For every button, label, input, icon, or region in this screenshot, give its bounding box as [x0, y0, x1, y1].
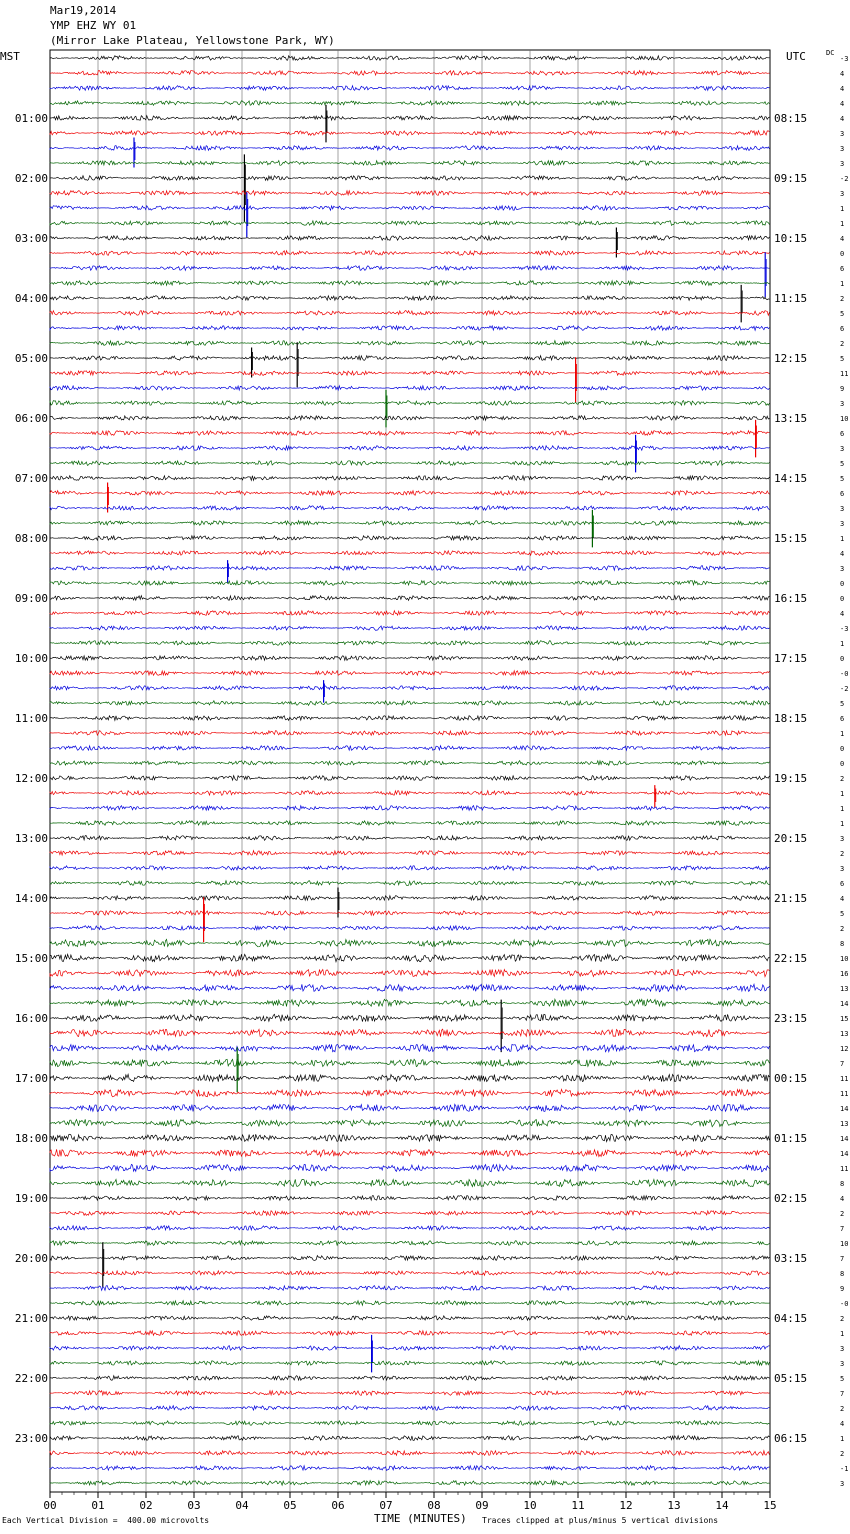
trace-row — [50, 266, 769, 271]
dc-offset-label: 4 — [840, 1420, 845, 1428]
trace-row — [50, 101, 769, 106]
utc-hour-label: 05:15 — [774, 1372, 808, 1385]
x-tick-label: 06 — [331, 1499, 345, 1512]
dc-offset-label: 1 — [840, 790, 845, 798]
mst-hour-label: 07:00 — [14, 472, 48, 485]
trace-row — [50, 686, 769, 691]
trace-row — [50, 791, 769, 796]
trace-row — [50, 176, 769, 181]
dc-offset-label: 13 — [840, 1120, 849, 1128]
dc-offset-label: 4 — [840, 115, 845, 123]
x-tick-label: 02 — [139, 1499, 153, 1512]
utc-hour-label: 14:15 — [774, 472, 808, 485]
dc-offset-label: 10 — [840, 1240, 849, 1248]
trace-row — [50, 911, 769, 916]
trace-row — [50, 776, 769, 781]
trace-row — [50, 641, 769, 646]
dc-offset-label: 5 — [840, 460, 845, 468]
dc-offset-label: 11 — [840, 370, 849, 378]
mst-hour-label: 13:00 — [14, 832, 48, 845]
trace-row — [50, 1119, 769, 1126]
mst-hour-label: 11:00 — [14, 712, 48, 725]
trace-row — [50, 1421, 769, 1426]
dc-offset-label: 11 — [840, 1090, 849, 1098]
x-tick-label: 11 — [571, 1499, 585, 1512]
dc-offset-label: 3 — [840, 1345, 845, 1353]
trace-row — [50, 206, 769, 211]
plot-frame — [50, 50, 770, 1492]
dc-offset-label: 1 — [840, 535, 845, 543]
trace-row — [50, 146, 769, 151]
mst-hour-label: 15:00 — [14, 952, 48, 965]
trace-row — [50, 746, 769, 751]
dc-offset-label: 1 — [840, 220, 845, 228]
trace-row — [50, 491, 769, 496]
dc-offset-label: 5 — [840, 1375, 845, 1383]
dc-offset-label: 1 — [840, 820, 845, 828]
trace-row — [50, 506, 769, 511]
utc-hour-label: 08:15 — [774, 112, 808, 125]
mst-hour-label: 21:00 — [14, 1312, 48, 1325]
dc-offset-label: 0 — [840, 655, 845, 663]
dc-offset-label: 3 — [840, 505, 845, 513]
mst-hour-label: 01:00 — [14, 112, 48, 125]
trace-row — [50, 701, 769, 706]
trace-row — [50, 86, 769, 91]
scale-note: Each Vertical Division = 400.00 microvolts — [2, 1516, 210, 1525]
dc-offset-label: -2 — [840, 175, 849, 183]
dc-offset-label: -3 — [840, 625, 849, 633]
dc-offset-label: 0 — [840, 595, 845, 603]
trace-row — [50, 581, 769, 586]
dc-offset-label: 6 — [840, 265, 845, 273]
dc-offset-label: 11 — [840, 1165, 849, 1173]
dc-offset-label: -3 — [840, 55, 849, 63]
utc-hour-label: 18:15 — [774, 712, 808, 725]
dc-offset-label: 7 — [840, 1225, 845, 1233]
dc-offset-label: 6 — [840, 880, 845, 888]
trace-row — [50, 656, 769, 661]
utc-hour-label: 20:15 — [774, 832, 808, 845]
dc-offset-label: 1 — [840, 1435, 845, 1443]
trace-row — [50, 1451, 769, 1456]
trace-row — [50, 416, 769, 421]
station-code: YMP EHZ WY 01 — [50, 19, 137, 32]
trace-row — [50, 1196, 769, 1201]
trace-row — [50, 566, 769, 571]
dc-offset-label: 3 — [840, 565, 845, 573]
trace-row — [50, 431, 769, 436]
dc-offset-label: 7 — [840, 1060, 845, 1068]
trace-row — [50, 611, 769, 616]
dc-offset-label: 1 — [840, 205, 845, 213]
trace-row — [50, 866, 769, 871]
mst-hour-label: 02:00 — [14, 172, 48, 185]
dc-offset-label: 1 — [840, 1330, 845, 1338]
trace-row — [50, 341, 769, 346]
trace-row — [50, 536, 769, 541]
dc-offset-label: 1 — [840, 730, 845, 738]
trace-row — [50, 1346, 769, 1351]
dc-offset-label: 11 — [840, 1075, 849, 1083]
trace-row — [50, 851, 769, 856]
dc-offset-label: 3 — [840, 1480, 845, 1488]
trace-row — [50, 999, 769, 1006]
trace-row — [50, 896, 769, 901]
trace-row — [50, 1376, 769, 1381]
dc-offset-label: 13 — [840, 1030, 849, 1038]
trace-row — [50, 1014, 769, 1021]
dc-offset-label: 3 — [840, 445, 845, 453]
trace-row — [50, 1481, 769, 1486]
trace-row — [50, 251, 769, 256]
dc-offset-header: DC — [826, 49, 835, 57]
utc-hour-label: 10:15 — [774, 232, 808, 245]
dc-offset-label: 5 — [840, 700, 845, 708]
utc-hour-label: 16:15 — [774, 592, 808, 605]
utc-hour-label: 12:15 — [774, 352, 808, 365]
mst-hour-label: 06:00 — [14, 412, 48, 425]
dc-offset-label: 2 — [840, 1405, 845, 1413]
x-tick-label: 07 — [379, 1499, 393, 1512]
dc-offset-label: 5 — [840, 475, 845, 483]
dc-offset-label: 14 — [840, 1135, 849, 1143]
dc-offset-label: 2 — [840, 295, 845, 303]
x-tick-label: 05 — [283, 1499, 297, 1512]
utc-hour-label: 23:15 — [774, 1012, 808, 1025]
dc-offset-label: 4 — [840, 70, 845, 78]
utc-hour-label: 21:15 — [774, 892, 808, 905]
dc-offset-label: 3 — [840, 190, 845, 198]
mst-hour-label: 14:00 — [14, 892, 48, 905]
mst-hour-label: 04:00 — [14, 292, 48, 305]
dc-offset-label: 1 — [840, 280, 845, 288]
utc-hour-label: 03:15 — [774, 1252, 808, 1265]
dc-offset-label: 16 — [840, 970, 849, 978]
trace-row — [50, 954, 769, 962]
trace-row — [50, 386, 769, 391]
trace-row — [50, 1149, 769, 1156]
utc-hour-label: 15:15 — [774, 532, 808, 545]
utc-hour-label: 19:15 — [774, 772, 808, 785]
mst-hour-label: 20:00 — [14, 1252, 48, 1265]
mst-hour-label: 22:00 — [14, 1372, 48, 1385]
mst-hour-label: 18:00 — [14, 1132, 48, 1145]
dc-offset-label: 0 — [840, 745, 845, 753]
trace-row — [50, 596, 769, 601]
left-timezone-label: MST — [0, 50, 20, 63]
trace-row — [50, 1316, 769, 1321]
mst-hour-label: 05:00 — [14, 352, 48, 365]
trace-row — [50, 969, 769, 976]
trace-row — [50, 806, 769, 811]
trace-row — [50, 371, 769, 376]
trace-row — [50, 731, 769, 736]
dc-offset-label: 3 — [840, 400, 845, 408]
dc-offset-label: 3 — [840, 130, 845, 138]
dc-offset-label: 0 — [840, 250, 845, 258]
trace-row — [50, 161, 769, 166]
dc-offset-label: 14 — [840, 1150, 849, 1158]
trace-row — [50, 551, 769, 556]
dc-offset-label: 10 — [840, 955, 849, 963]
station-location: (Mirror Lake Plateau, Yellowstone Park, WY) — [50, 34, 335, 47]
right-timezone-label: UTC — [786, 50, 806, 63]
utc-hour-label: 02:15 — [774, 1192, 808, 1205]
dc-offset-label: 6 — [840, 325, 845, 333]
dc-offset-label: 2 — [840, 925, 845, 933]
dc-offset-label: 2 — [840, 850, 845, 858]
trace-row — [50, 296, 769, 301]
dc-offset-label: 10 — [840, 415, 849, 423]
dc-offset-label: 4 — [840, 85, 845, 93]
x-tick-label: 01 — [91, 1499, 105, 1512]
dc-offset-label: 4 — [840, 895, 845, 903]
x-tick-label: 13 — [667, 1499, 681, 1512]
x-tick-label: 10 — [523, 1499, 537, 1512]
trace-row — [50, 1241, 769, 1246]
trace-row — [50, 1211, 769, 1216]
trace-row — [50, 131, 769, 136]
dc-offset-label: 5 — [840, 355, 845, 363]
dc-offset-label: 2 — [840, 1210, 845, 1218]
trace-row — [50, 71, 769, 76]
trace-row — [50, 671, 769, 676]
dc-offset-label: 4 — [840, 100, 845, 108]
mst-hour-label: 09:00 — [14, 592, 48, 605]
mst-hour-label: 12:00 — [14, 772, 48, 785]
dc-offset-label: 0 — [840, 580, 845, 588]
trace-row — [50, 446, 769, 451]
dc-offset-label: 12 — [840, 1045, 849, 1053]
x-tick-label: 00 — [43, 1499, 57, 1512]
trace-row — [50, 1406, 769, 1411]
dc-offset-label: 8 — [840, 1270, 845, 1278]
trace-row — [50, 1059, 769, 1066]
utc-hour-label: 22:15 — [774, 952, 808, 965]
x-tick-label: 15 — [763, 1499, 777, 1512]
trace-row — [50, 1256, 769, 1261]
dc-offset-label: -0 — [840, 1300, 849, 1308]
dc-offset-label: 4 — [840, 610, 845, 618]
dc-offset-label: 2 — [840, 1315, 845, 1323]
utc-hour-label: 00:15 — [774, 1072, 808, 1085]
dc-offset-label: -2 — [840, 685, 849, 693]
utc-hour-label: 17:15 — [774, 652, 808, 665]
dc-offset-label: 6 — [840, 715, 845, 723]
dc-offset-label: -1 — [840, 1465, 849, 1473]
trace-row — [50, 1074, 769, 1081]
dc-offset-label: 7 — [840, 1255, 845, 1263]
utc-hour-label: 06:15 — [774, 1432, 808, 1445]
dc-offset-label: 3 — [840, 520, 845, 528]
x-tick-label: 12 — [619, 1499, 633, 1512]
x-tick-label: 09 — [475, 1499, 489, 1512]
dc-offset-label: 8 — [840, 940, 845, 948]
dc-offset-label: 14 — [840, 1105, 849, 1113]
utc-hour-label: 09:15 — [774, 172, 808, 185]
trace-row — [50, 116, 769, 121]
mst-hour-label: 03:00 — [14, 232, 48, 245]
plot-date: Mar19,2014 — [50, 4, 117, 17]
dc-offset-label: 14 — [840, 1000, 849, 1008]
trace-row — [50, 1391, 769, 1396]
trace-row — [50, 626, 769, 631]
dc-offset-label: 6 — [840, 430, 845, 438]
trace-row — [50, 56, 769, 61]
dc-offset-label: 5 — [840, 310, 845, 318]
trace-row — [50, 1104, 769, 1111]
dc-offset-label: 2 — [840, 340, 845, 348]
trace-row — [50, 984, 769, 991]
trace-row — [50, 221, 769, 226]
trace-row — [50, 461, 769, 466]
x-tick-label: 14 — [715, 1499, 729, 1512]
trace-row — [50, 1301, 769, 1306]
utc-hour-label: 04:15 — [774, 1312, 808, 1325]
dc-offset-label: 4 — [840, 550, 845, 558]
trace-row — [50, 521, 769, 526]
dc-offset-label: 4 — [840, 235, 845, 243]
dc-offset-label: -0 — [840, 670, 849, 678]
trace-row — [50, 476, 769, 481]
mst-hour-label: 08:00 — [14, 532, 48, 545]
dc-offset-label: 5 — [840, 910, 845, 918]
dc-offset-label: 3 — [840, 1360, 845, 1368]
dc-offset-label: 15 — [840, 1015, 849, 1023]
trace-row — [50, 281, 769, 286]
trace-row — [50, 1089, 769, 1097]
trace-row — [50, 1436, 769, 1441]
dc-offset-label: 0 — [840, 760, 845, 768]
trace-row — [50, 1271, 769, 1276]
trace-row — [50, 1164, 769, 1171]
x-tick-label: 04 — [235, 1499, 249, 1512]
trace-row — [50, 1466, 769, 1471]
trace-row — [50, 1361, 769, 1366]
trace-row — [50, 236, 769, 241]
trace-row — [50, 716, 769, 721]
trace-row — [50, 1331, 769, 1336]
dc-offset-label: 8 — [840, 1180, 845, 1188]
trace-row — [50, 326, 769, 331]
trace-row — [50, 881, 769, 886]
trace-row — [50, 1179, 769, 1186]
mst-hour-label: 17:00 — [14, 1072, 48, 1085]
utc-hour-label: 13:15 — [774, 412, 808, 425]
x-tick-label: 08 — [427, 1499, 441, 1512]
dc-offset-label: 3 — [840, 835, 845, 843]
dc-offset-label: 3 — [840, 145, 845, 153]
trace-row — [50, 191, 769, 196]
trace-row — [50, 1226, 769, 1231]
trace-row — [50, 926, 769, 930]
dc-offset-label: 13 — [840, 985, 849, 993]
trace-row — [50, 1029, 769, 1037]
dc-offset-label: 1 — [840, 805, 845, 813]
dc-offset-label: 7 — [840, 1390, 845, 1398]
dc-offset-label: 1 — [840, 640, 845, 648]
dc-offset-label: 9 — [840, 1285, 845, 1293]
trace-row — [50, 836, 769, 841]
mst-hour-label: 10:00 — [14, 652, 48, 665]
mst-hour-label: 19:00 — [14, 1192, 48, 1205]
trace-row — [50, 1134, 769, 1141]
trace-row — [50, 1286, 769, 1291]
mst-hour-label: 16:00 — [14, 1012, 48, 1025]
trace-row — [50, 311, 769, 316]
trace-row — [50, 356, 769, 361]
dc-offset-label: 9 — [840, 385, 845, 393]
dc-offset-label: 3 — [840, 865, 845, 873]
utc-hour-label: 11:15 — [774, 292, 808, 305]
trace-row — [50, 939, 769, 947]
dc-offset-label: 2 — [840, 775, 845, 783]
trace-row — [50, 1044, 769, 1052]
dc-offset-label: 6 — [840, 490, 845, 498]
clip-note: Traces clipped at plus/minus 5 vertical divisions — [482, 1516, 719, 1525]
trace-row — [50, 761, 769, 766]
trace-row — [50, 821, 769, 826]
trace-row — [50, 401, 769, 406]
utc-hour-label: 01:15 — [774, 1132, 808, 1145]
mst-hour-label: 23:00 — [14, 1432, 48, 1445]
dc-offset-label: 2 — [840, 1450, 845, 1458]
dc-offset-label: 4 — [840, 1195, 845, 1203]
x-axis-title: TIME (MINUTES) — [374, 1512, 467, 1525]
dc-offset-label: 3 — [840, 160, 845, 168]
x-tick-label: 03 — [187, 1499, 201, 1512]
